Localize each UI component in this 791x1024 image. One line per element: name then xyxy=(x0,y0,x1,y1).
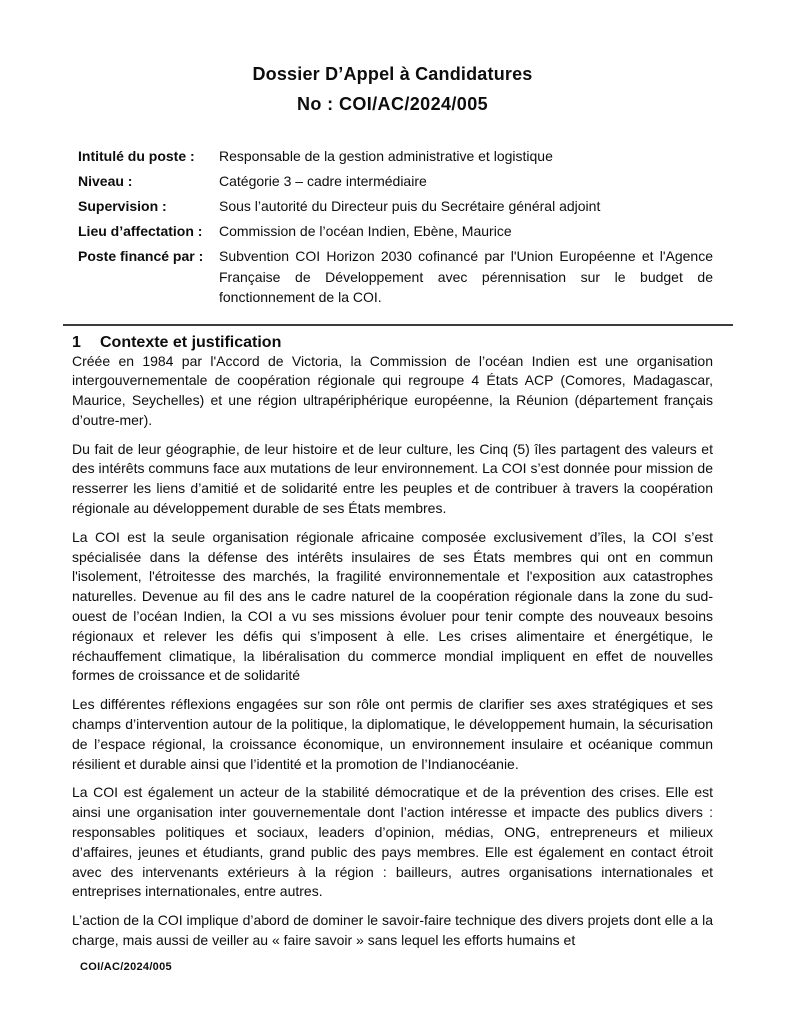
field-value: Catégorie 3 – cadre intermédiaire xyxy=(219,173,427,189)
document-content xyxy=(0,62,791,951)
paragraph-6: L’action de la COI implique d’abord de dominer le savoir-faire technique des divers projets dont elle a la charge, mais aussi de veiller au « faire savoir » sans lequel les efforts humains et xyxy=(72,912,713,949)
page-footer-reference: COI/AC/2024/005 xyxy=(80,961,172,973)
section-number: 1 xyxy=(72,333,81,351)
job-summary-fields xyxy=(72,146,713,308)
field-label: Poste financé par : xyxy=(78,248,204,264)
field-value: Subvention COI Horizon 2030 cofinancé par l'Union Européenne et l'Agence Française de Développement avec pérennisation sur le budget de fonctionnement de la COI. xyxy=(219,248,713,305)
paragraph-1: Créée en 1984 par l'Accord de Victoria, la Commission de l’océan Indien est une organisation intergouvernementale de coopération régionale qui regroupe 4 États ACP (Comores, Madagascar, Maurice, Seychelles) et une région ultrapériphérique européenne, la Réunion (département français d’outre-mer). xyxy=(72,352,713,428)
paragraph-4: Les différentes réflexions engagées sur son rôle ont permis de clarifier ses axes stratégiques et ses champs d’intervention autour de la politique, la diplomatique, le développement humain, la sécurisation de l’espace régional, la croissance économique, un environnement insulaire et océanique commun résilient et durable ainsi que l’identité et la promotion de l’Indianocéanie. xyxy=(72,696,713,772)
paragraph-3: La COI est la seule organisation régionale africaine composée exclusivement d’îles, la COI s’est spécialisée dans la défense des intérêts insulaires de ses États membres qui ont en commun l'isolement, l'étroitesse des marchés, la fragilité environnementale et l'exposition aux catastrophes naturelles. Devenue au fil des ans le cadre naturel de la coopération régionale dans la zone du sud-ouest de l’océan Indien, la COI a vu ses missions évoluer pour tenir compte des nouveaux besoins régionaux et relever les défis qui s’imposent à elle. Les crises alimentaire et énergétique, le réchauffement climatique, la libéralisation du commerce mondial impliquent en effet de nouvelles formes de croissance et de solidarité xyxy=(72,528,713,684)
field-value: Sous l’autorité du Directeur puis du Secrétaire général adjoint xyxy=(219,198,601,214)
field-row-lieu xyxy=(78,221,713,242)
paragraph-5: La COI est également un acteur de la stabilité démocratique et de la prévention des crises. Elle est ainsi une organisation inter gouvernementale dont l’action intéresse et impacte des publics divers : responsables politiques et sociaux, leaders d’opinion, médias, ONG, entrepreneurs et milieux d’affaires, jeunes et étudiants, grand public des pays membres. Elle est également en contact étroit avec des intervenants extérieurs à la région : bailleurs, autres organisations internationales et entreprises internationales, entre autres. xyxy=(72,784,713,900)
field-label: Supervision : xyxy=(78,198,167,214)
field-value: Responsable de la gestion administrative et logistique xyxy=(219,148,553,164)
field-label: Lieu d’affectation : xyxy=(78,223,203,239)
field-row-intitule xyxy=(78,146,713,167)
doc-reference-number: No : COI/AC/2024/005 xyxy=(296,94,489,114)
section-title: Contexte et justification xyxy=(100,333,282,351)
section-heading xyxy=(72,333,713,352)
field-row-niveau xyxy=(78,171,713,192)
section-divider-line xyxy=(63,324,733,326)
field-value: Commission de l’océan Indien, Ebène, Maurice xyxy=(219,223,512,239)
paragraph-2: Du fait de leur géographie, de leur histoire et de leur culture, les Cinq (5) îles partagent des valeurs et des intérêts communs face aux mutations de leur environnement. La COI s’est donnée pour mission de resserrer les liens d’amitié et de solidarité entre les peuples et de contribuer à travers la coopération régionale au développement durable de ses États membres. xyxy=(72,440,713,517)
field-row-financement xyxy=(78,246,713,308)
section-body xyxy=(72,352,713,951)
field-label: Intitulé du poste : xyxy=(78,148,195,164)
field-label: Niveau : xyxy=(78,173,133,189)
doc-title: Dossier D’Appel à Candidatures xyxy=(252,64,533,84)
field-row-supervision xyxy=(78,196,713,217)
